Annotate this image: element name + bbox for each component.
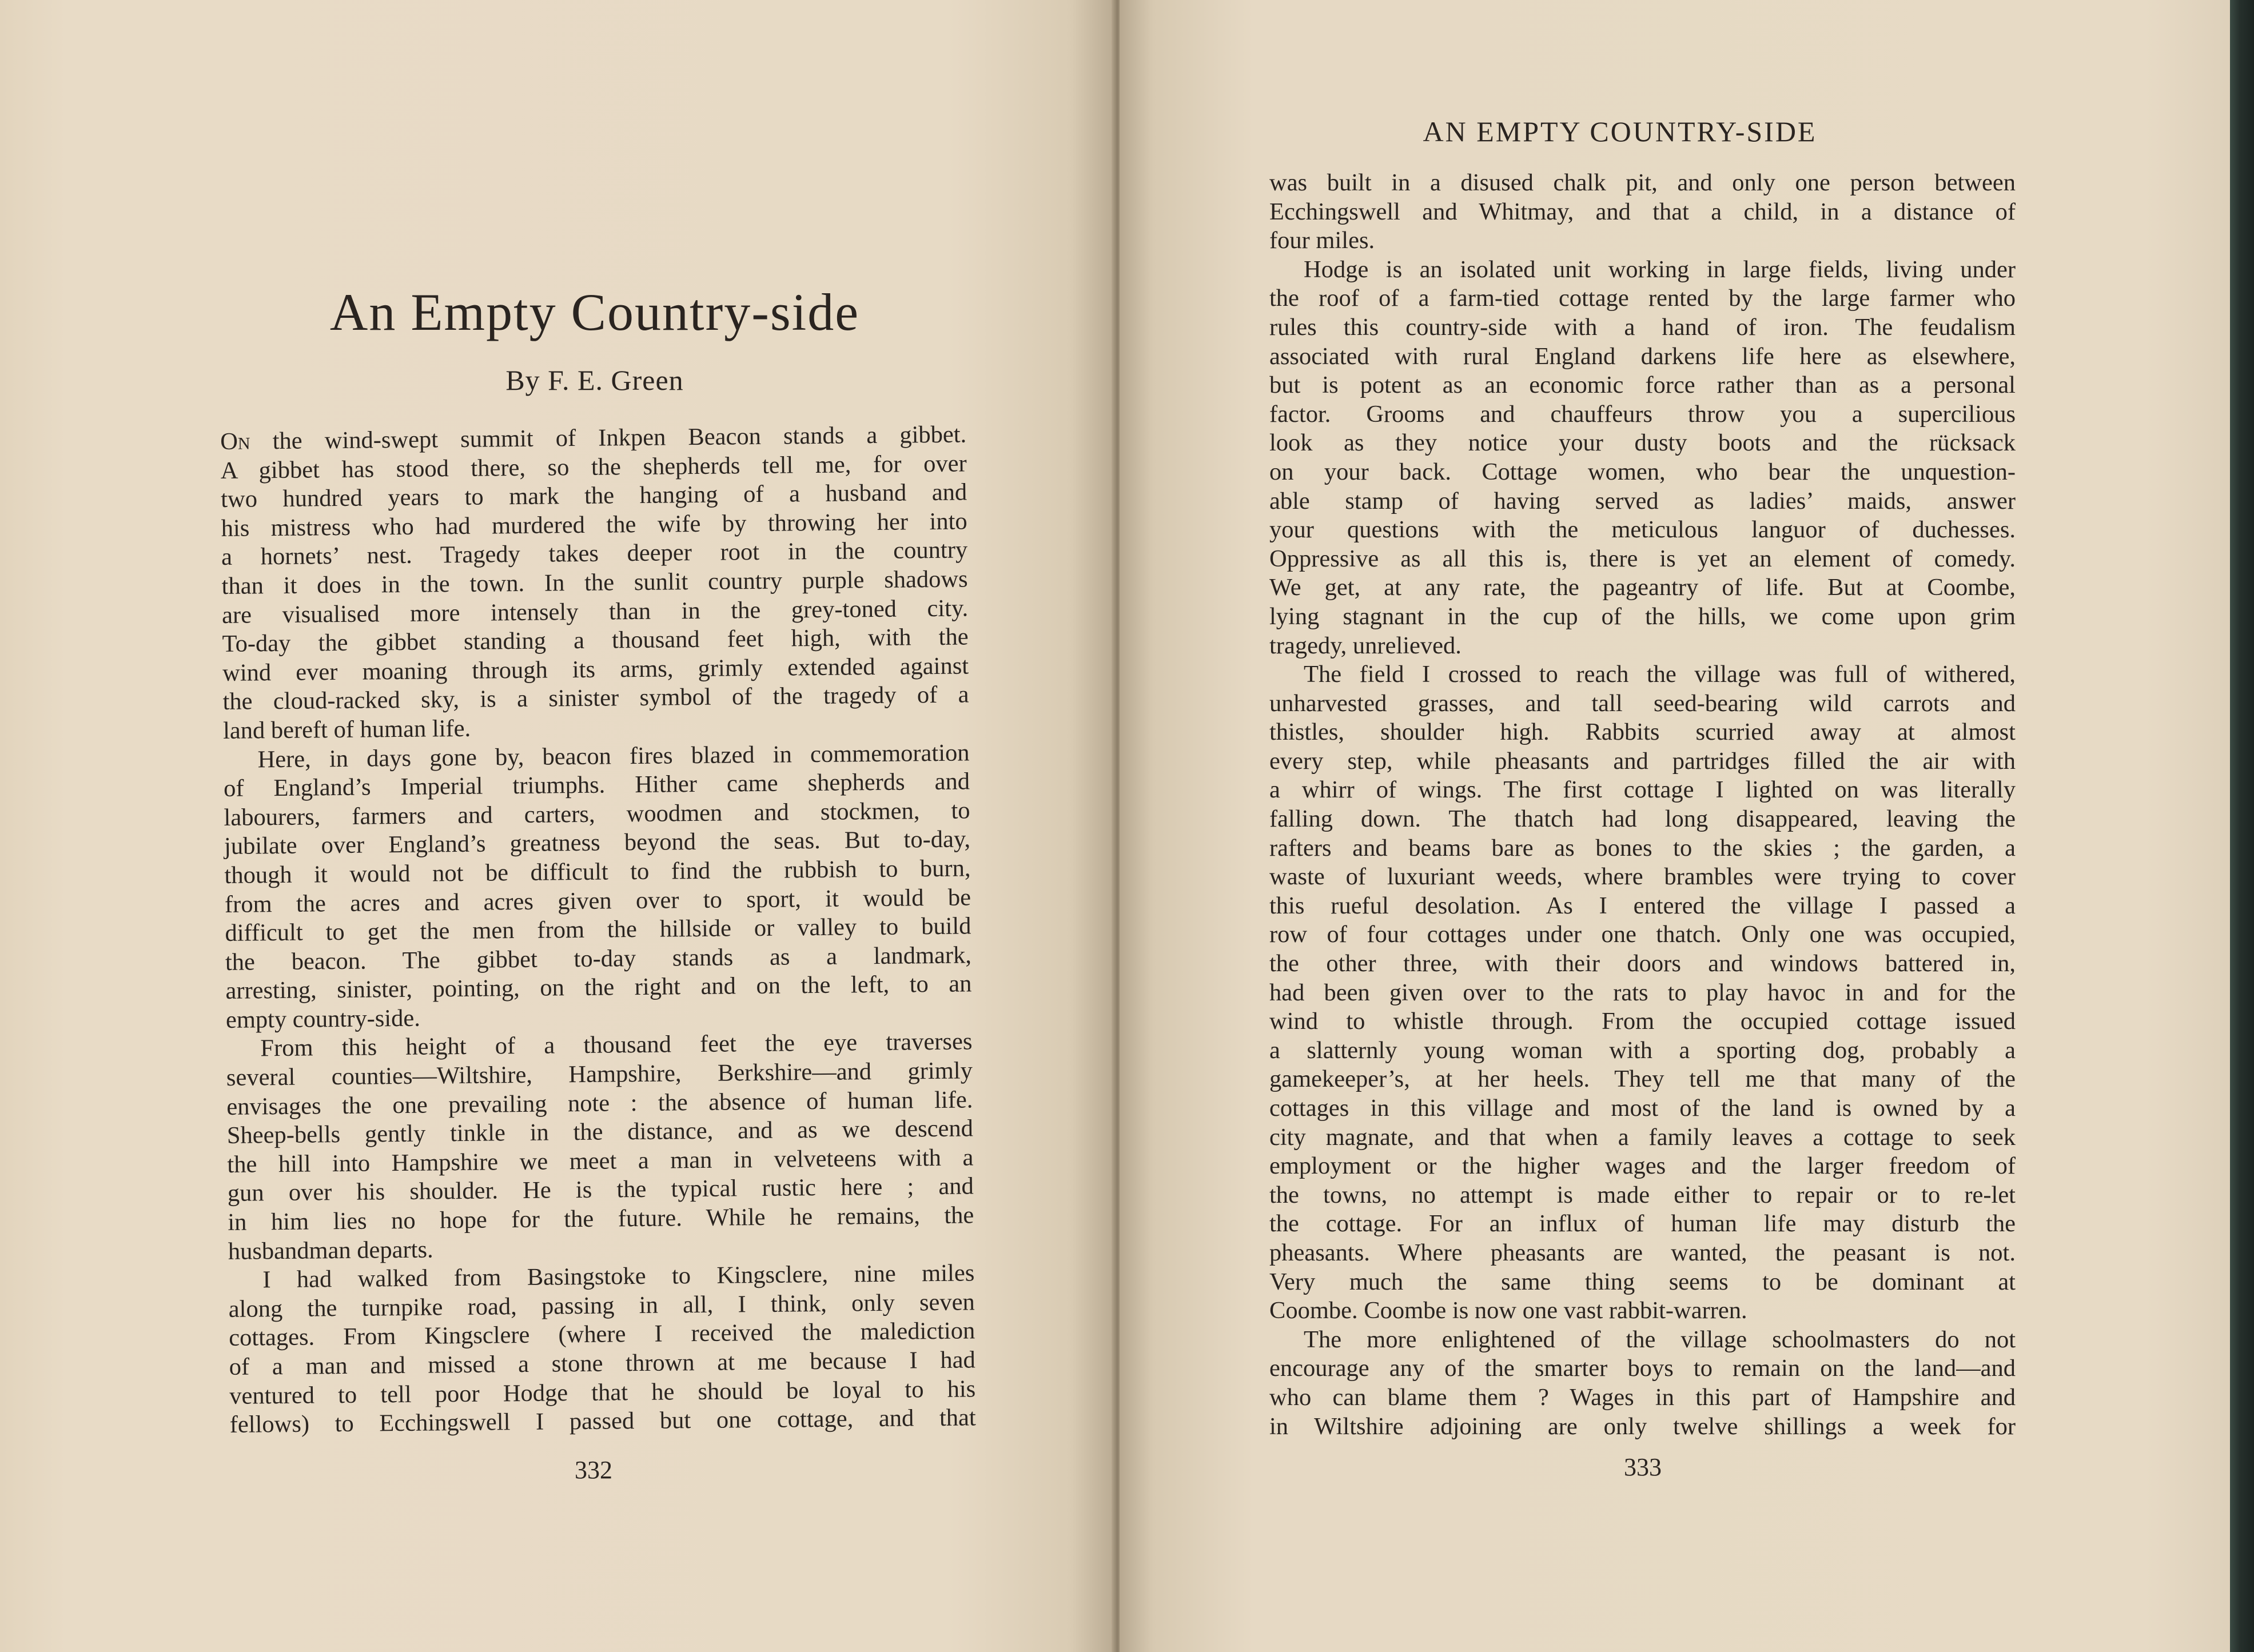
text-line: arresting, sinister, pointing, on the right and on the left, to an — [225, 970, 972, 1005]
text-line: your questions with the meticulous languor of duchesses. — [1269, 516, 2016, 544]
page-number-right: 333 — [1624, 1453, 1662, 1481]
text-line: tragedy, unrelieved. — [1269, 632, 1461, 659]
text-line: unharvested grasses, and tall seed-bearing wild carrots and — [1269, 689, 2016, 717]
left-text-column — [220, 420, 976, 1439]
text-line: but is potent as an economic force rather than as a personal — [1269, 372, 2016, 399]
text-line: in Wiltshire adjoining are only twelve shillings a week for — [1269, 1412, 2016, 1440]
opening-word: On — [220, 428, 250, 455]
text-line: difficult to get the men from the hillside or valley to build — [225, 912, 971, 947]
text-line: cottages. From Kingsclere (where I received the malediction — [229, 1317, 975, 1352]
text-line: than it does in the town. In the sunlit country purple shadows — [221, 565, 968, 600]
text-line: envisages the one prevailing note : the absence of human life. — [226, 1086, 973, 1120]
text-line: Sheep-bells gently tinkle in the distance, and as we descend — [226, 1115, 974, 1150]
text-line: waste of luxuriant weeds, where brambles were trying to cover — [1269, 863, 2016, 891]
text-line: labourers, farmers and carters, woodmen and stockmen, to — [224, 797, 970, 831]
text-line: From this height of a thousand feet the eye traverses — [260, 1028, 973, 1062]
text-line: I had walked from Basingstoke to Kingsclere, nine miles — [262, 1259, 975, 1294]
text-line: jubilate over England’s greatness beyond the seas. But to-day, — [224, 825, 971, 860]
text-line: four miles. — [1269, 227, 1375, 254]
text-line: on your back. Cottage women, who bear the unquestion- — [1269, 458, 2016, 485]
text-line: several counties—Wiltshire, Hampshire, Berkshire—and grimly — [226, 1057, 973, 1092]
text-line: his mistress who had murdered the wife by throwing her into — [221, 508, 967, 542]
text-line: the other three, with their doors and windows battered in, — [1269, 950, 2016, 977]
text-line: of England’s Imperial triumphs. Hither came shepherds and — [223, 768, 970, 803]
text-line: the cottage. For an influx of human life may disturb the — [1269, 1210, 2016, 1238]
text-line: wind ever moaning through its arms, grimly extended against — [222, 652, 969, 687]
text-line: empty country-side. — [225, 1004, 421, 1034]
text-line: the cloud-racked sky, is a sinister symbol of the tragedy of a — [222, 681, 969, 716]
text-line: a whirr of wings. The first cottage I lighted on was literally — [1269, 776, 2016, 804]
text-line: gun over his shoulder. He is the typical rustic here ; and — [227, 1172, 974, 1207]
text-line: On the wind-swept summit of Inkpen Beacon stands a gibbet. — [220, 421, 967, 455]
text-line: associated with rural England darkens life here as elsewhere, — [1269, 342, 2016, 370]
text-line: Oppressive as all this is, there is yet an element of comedy. — [1269, 545, 2016, 572]
book-cover-edge — [2230, 0, 2254, 1652]
text-line: rafters and beams bare as bones to the skies ; the garden, a — [1269, 834, 2016, 861]
text-line: encourage any of the smarter boys to remain on the land—and — [1269, 1355, 2016, 1382]
text-line: who can blame them ? Wages in this part of Hampshire and — [1269, 1383, 2016, 1411]
left-page — [0, 0, 1115, 1652]
right-text-column — [1269, 169, 2016, 1441]
text-line: look as they notice your dusty boots and the rücksack — [1269, 429, 2016, 457]
text-line: gamekeeper’s, at her heels. They tell me that many of the — [1269, 1066, 2016, 1093]
text-line: Here, in days gone by, beacon fires blazed in commemoration — [257, 739, 970, 773]
text-line: the hill into Hampshire we meet a man in velveteens with a — [227, 1144, 974, 1178]
article-byline: By F. E. Green — [505, 364, 684, 396]
text-line: A gibbet has stood there, so the shepherds tell me, for over — [220, 450, 967, 484]
text-line: from the acres and acres given over to sport, it would be — [224, 883, 971, 918]
text-line: ventured to tell poor Hodge that he should be loyal to his — [229, 1375, 976, 1410]
text-line: this rueful desolation. As I entered the village I passed a — [1269, 892, 2016, 919]
text-line: To-day the gibbet standing a thousand feet high, with the — [222, 623, 969, 658]
running-head: AN EMPTY COUNTRY-SIDE — [1423, 115, 1817, 147]
text-line: are visualised more intensely than in the grey-toned city. — [221, 594, 969, 629]
text-line: the towns, no attempt is made either to repair or to re-let — [1269, 1181, 2016, 1208]
text-line: land bereft of human life. — [222, 715, 471, 744]
text-line: in him lies no hope for the future. While he remains, the — [228, 1202, 974, 1236]
text-line: pheasants. Where pheasants are wanted, the peasant is not. — [1269, 1239, 2016, 1266]
text-line: thistles, shoulder high. Rabbits scurried away at almost — [1269, 719, 2016, 746]
text-line: able stamp of having served as ladies’ maids, answer — [1269, 487, 2016, 514]
text-line: Ecchingswell and Whitmay, and that a child, in a distance of — [1269, 198, 2016, 225]
text-line: lying stagnant in the cup of the hills, we come upon grim — [1269, 602, 2016, 630]
text-line: the roof of a farm-tied cottage rented by the large farmer who — [1269, 285, 2016, 312]
text-line: had been given over to the rats to play havoc in and for the — [1269, 979, 2016, 1006]
text-line: Hodge is an isolated unit working in large fields, living under — [1304, 256, 2016, 283]
text-line: rules this country-side with a hand of iron. The feudalism — [1269, 313, 2016, 341]
text-line: The more enlightened of the village schoolmasters do not — [1304, 1326, 2016, 1353]
text-line: falling down. The thatch had long disappeared, leaving the — [1269, 805, 2016, 833]
text-line: of a man and missed a stone thrown at me because I had — [229, 1346, 975, 1380]
text-line: city magnate, and that when a family leaves a cottage to seek — [1269, 1123, 2016, 1151]
page-number-left: 332 — [575, 1456, 612, 1484]
text-line: We get, at any rate, the pageantry of life. But at Coombe, — [1269, 574, 2016, 601]
text-line: row of four cottages under one thatch. Only one was occupied, — [1269, 921, 2016, 948]
text-line: though it would not be difficult to find the rubbish to burn, — [224, 855, 971, 889]
text-line: Very much the same thing seems to be dominant at — [1269, 1268, 2016, 1295]
text-line: The field I crossed to reach the village was full of withered, — [1304, 661, 2016, 688]
text-line: Coombe. Coombe is now one vast rabbit-warren. — [1269, 1297, 1747, 1324]
text-line: husbandman departs. — [228, 1236, 433, 1265]
article-title: An Empty Country-side — [329, 283, 860, 341]
text-line: a slatternly young woman with a sporting dog, probably a — [1269, 1036, 2016, 1064]
text-line: two hundred years to mark the hanging of a husband and — [220, 478, 967, 513]
text-line: factor. Grooms and chauffeurs throw you a supercilious — [1269, 400, 2016, 428]
text-line: fellows) to Ecchingswell I passed but one cottage, and that — [229, 1404, 976, 1439]
text-line: wind to whistle through. From the occupied cottage issued — [1269, 1008, 2016, 1035]
text-line: cottages in this village and most of the land is owned by a — [1269, 1095, 2016, 1122]
text-line: employment or the higher wages and the larger freedom of — [1269, 1152, 2016, 1180]
text-line: along the turnpike road, passing in all, I think, only seven — [228, 1288, 975, 1323]
text-line: was built in a disused chalk pit, and only one person between — [1269, 169, 2016, 196]
text-line: every step, while pheasants and partridges filled the air with — [1269, 747, 2016, 775]
text-line: a hornets’ nest. Tragedy takes deeper root in the country — [221, 536, 968, 571]
right-page — [1120, 0, 2235, 1652]
text-line: the beacon. The gibbet to-day stands as a landmark, — [225, 941, 972, 976]
